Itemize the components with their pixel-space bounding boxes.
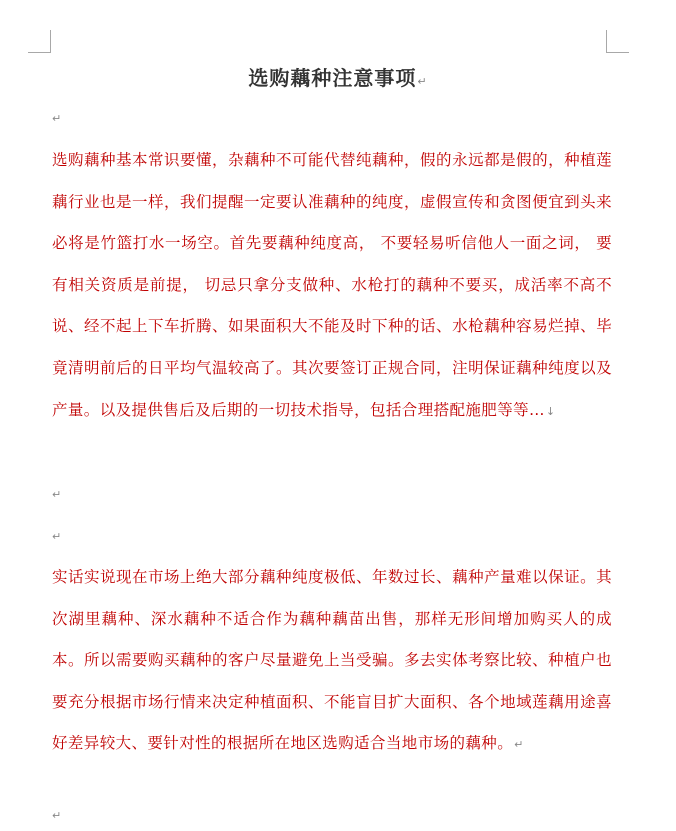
document-title: 选购藕种注意事项 — [248, 66, 417, 90]
body-paragraph-1-text: 选购藕种基本常识要懂，杂藕种不可能代替纯藕种，假的永远都是假的，种植莲藕行业也是一样，我们提醒一定要认准藕种的纯度，虚假宣传和贪图便宜到头来必将是竹篮打水一场空。首先要藕种纯度高， 不要轻易听信他人一面之词， 要有相关资质是前提， 切忌只拿分支做种、水枪打的藕种不要买，成活率不高不说、经不起上下车折腾、如果面积大不能及时下种的话、水枪藕种容易烂掉、毕竟清明前后的日平均气温较高了。其次要签订正规合同，注明保证藕种纯度以及产量。以及提供售后及后期的一切技术指导，包括合理搭配施肥等等… — [52, 151, 612, 419]
empty-paragraph-mark-icon: ↵ — [52, 809, 62, 822]
empty-paragraph-mark-icon: ↵ — [52, 530, 62, 543]
paragraph-mark-icon: ↵ — [514, 738, 524, 752]
body-paragraph-1[interactable] — [52, 140, 612, 432]
body-paragraph-2[interactable] — [52, 557, 612, 766]
body-paragraph-2-text: 实话实说现在市场上绝大部分藕种纯度极低、年数过长、藕种产量难以保证。其次湖里藕种、深水藕种不适合作为藕种藕苗出售，那样无形间增加购买人的成本。所以需要购买藕种的客户尽量避免上当受骗。多去实体考察比较、种植户也要充分根据市场行情来决定种植面积、不能盲目扩大面积、各个地域莲藕用途喜好差异较大、要针对性的根据所在地区选购适合当地市场的藕种。 — [52, 568, 612, 753]
document-title-line — [0, 62, 676, 98]
page-corner-mark-top-right — [606, 30, 629, 53]
empty-paragraph-mark-icon: ↵ — [52, 488, 62, 501]
empty-paragraph-mark-icon: ↵ — [52, 112, 62, 125]
line-break-mark-icon: ↓ — [545, 404, 556, 418]
paragraph-mark-icon: ↵ — [417, 75, 428, 88]
page-corner-mark-top-left — [28, 30, 51, 53]
